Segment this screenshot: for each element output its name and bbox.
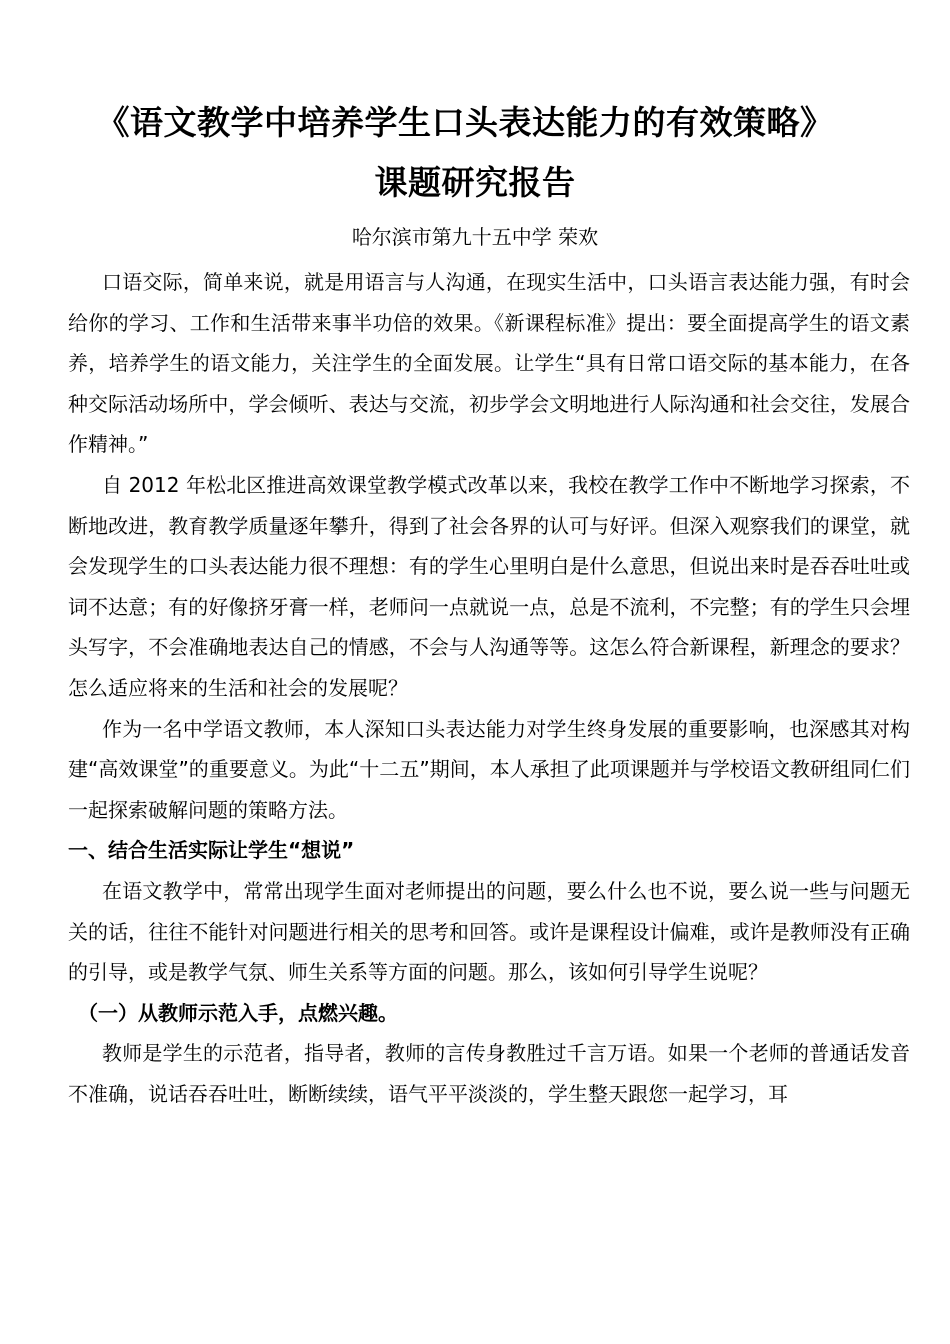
- author-line: 哈尔滨市第九十五中学 荣欢: [351, 225, 599, 249]
- paragraph-background: 自 2012 年松北区推进高效课堂教学模式改革以来，我校在教学工作中不断地学习探索，不断地改进，教育教学质量逐年攀升，得到了社会各界的认可与好评。但深入观察我们的课堂，就会发现学生的口头表达能力很不理想：有的学生心里明白是什么意思，但说出来时是吞吞吐吐或词不达意；有的好像挤牙膏一样，老师问一点就说一点，总是不流利，不完整；有的学生只会埋头写字，不会准确地表达自己的情感，不会与人沟通等等。这怎么符合新课程，新理念的要求？怎么适应将来的生活和社会的发展呢？: [68, 472, 910, 700]
- document-body: [68, 262, 910, 1114]
- paragraph-motivation: 作为一名中学语文教师，本人深知口头表达能力对学生终身发展的重要影响，也深感其对构建“高效课堂”的重要意义。为此“十二五”期间，本人承担了此项课题并与学校语文教研组同仁们一起探索破解问题的策略方法。: [68, 716, 910, 822]
- document-subtitle: 课题研究报告: [374, 163, 576, 202]
- section-heading: 一、结合生活实际让学生“想说”: [68, 838, 355, 863]
- paragraph-intro: 口语交际，简单来说，就是用语言与人沟通，在现实生活中，口头语言表达能力强，有时会给你的学习、工作和生活带来事半功倍的效果。《新课程标准》提出：要全面提高学生的语文素养，培养学生的语文能力，关注学生的全面发展。让学生“具有日常口语交际的基本能力，在各种交际活动场所中，学会倾听、表达与交流，初步学会文明地进行人际沟通和社会交往，发展合作精神。”: [68, 270, 910, 457]
- document-title: 《语文教学中培养学生口头表达能力的有效策略》: [96, 103, 834, 142]
- paragraph-subsection-1: 教师是学生的示范者，指导者，教师的言传身教胜过千言万语。如果一个老师的普通话发音不准确，说话吞吞吐吐，断断续续，语气平平淡淡的，学生整天跟您一起学习，耳: [68, 1041, 910, 1106]
- subsection-heading: （一）从教师示范入手，点燃兴趣。: [78, 1000, 398, 1025]
- paragraph-section-1: 在语文教学中，常常出现学生面对老师提出的问题，要么什么也不说，要么说一些与问题无关的话，往往不能针对问题进行相关的思考和回答。或许是课程设计偏难，或许是教师没有正确的引导，或是教学气氛、师生关系等方面的问题。那么，该如何引导学生说呢？: [68, 878, 910, 985]
